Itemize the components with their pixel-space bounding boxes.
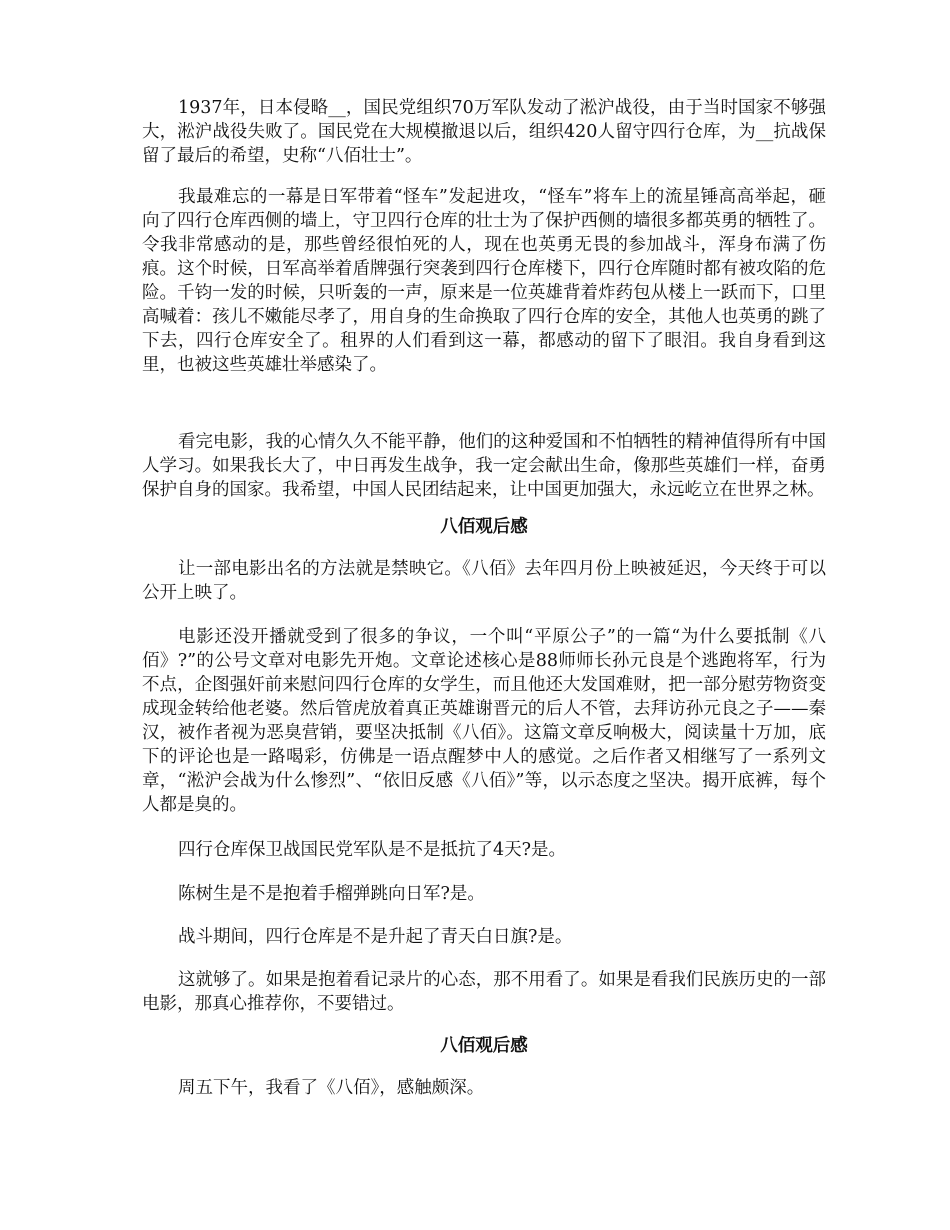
paragraph-memorable-scene: 我最难忘的一幕是日军带着“怪车”发起进攻，“怪车”将车上的流星锤高高举起，砸向了四行仓库西侧的墙上，守卫四行仓库的壮士为了保护西侧的墙很多都英勇的牺牲了。令我非常感动的是，那些曾经很怕死的人，现在也英勇无畏的参加战斗，浑身布满了伤痕。这个时候，日军高举着盾牌强行突袭到四行仓库楼下，四行仓库随时都有被攻陷的危险。千钧一发的时候，只听轰的一声，原来是一位英雄背着炸药包从楼上一跃而下，口里高喊着：孩儿不嫩能尽孝了，用自身的生命换取了四行仓库的安全，其他人也英勇的跳了下去，四行仓库安全了。租界的人们看到这一幕，都感动的留下了眼泪。我自身看到这里，也被这些英雄壮举感染了。 bbox=[142, 187, 826, 375]
paragraph-controversy: 电影还没开播就受到了很多的争议，一个叫“平原公子”的一篇“为什么要抵制《八佰》?”的公号文章对电影先开炮。文章论述核心是88师师长孙元良是个逃跑将军，行为不点，企图强奸前来慰问四行仓库的女学生，而且他还大发国难财，把一部分慰劳物资变成现金转给他老婆。然后管虎放着真正英雄谢晋元的后人不管，去拜访孙元良之子——秦汉，被作者视为恶臭营销，要坚决抵制《八佰》。这篇文章反响极大，阅读量十万加，底下的评论也是一路喝彩，仿佛是一语点醒梦中人的感觉。之后作者又相继写了一系列文章，“淞沪会战为什么惨烈”、“依旧反感《八佰》”等，以示态度之坚决。揭开底裤，每个人都是臭的。 bbox=[142, 627, 826, 815]
paragraph-question-1: 四行仓库保卫战国民党军队是不是抵抗了4天?是。 bbox=[178, 840, 567, 860]
paragraph-reflection: 看完电影，我的心情久久不能平静，他们的这种爱国和不怕牺牲的精神值得所有中国人学习。如果我长大了，中日再发生战争，我一定会献出生命，像那些英雄们一样，奋勇保护自身的国家。我希望，中国人民团结起来，让中国更加强大，永远屹立在世界之林。 bbox=[142, 432, 826, 500]
paragraph-friday: 周五下午，我看了《八佰》，感触颇深。 bbox=[178, 1078, 485, 1098]
paragraph-intro: 1937年，日本侵略__，国民党组织70万军队发动了淞沪战役，由于当时国家不够强大，淞沪战役失败了。国民党在大规模撤退以后，组织420人留守四行仓库，为__抗战保留了最后的希望，史称“八佰壮士”。 bbox=[142, 98, 826, 166]
section-heading-2: 八佰观后感 bbox=[440, 1036, 528, 1056]
paragraph-banned-film: 让一部电影出名的方法就是禁映它。《八佰》去年四月份上映被延迟，今天终于可以公开上映了。 bbox=[142, 559, 826, 603]
paragraph-question-2: 陈树生是不是抱着手榴弹跳向日军?是。 bbox=[178, 884, 485, 904]
paragraph-recommendation: 这就够了。如果是抱着看记录片的心态，那不用看了。如果是看我们民族历史的一部电影，那真心推荐你，不要错过。 bbox=[142, 970, 826, 1014]
section-heading-1: 八佰观后感 bbox=[440, 517, 528, 537]
paragraph-question-3: 战斗期间，四行仓库是不是升起了青天白日旗?是。 bbox=[178, 927, 573, 947]
